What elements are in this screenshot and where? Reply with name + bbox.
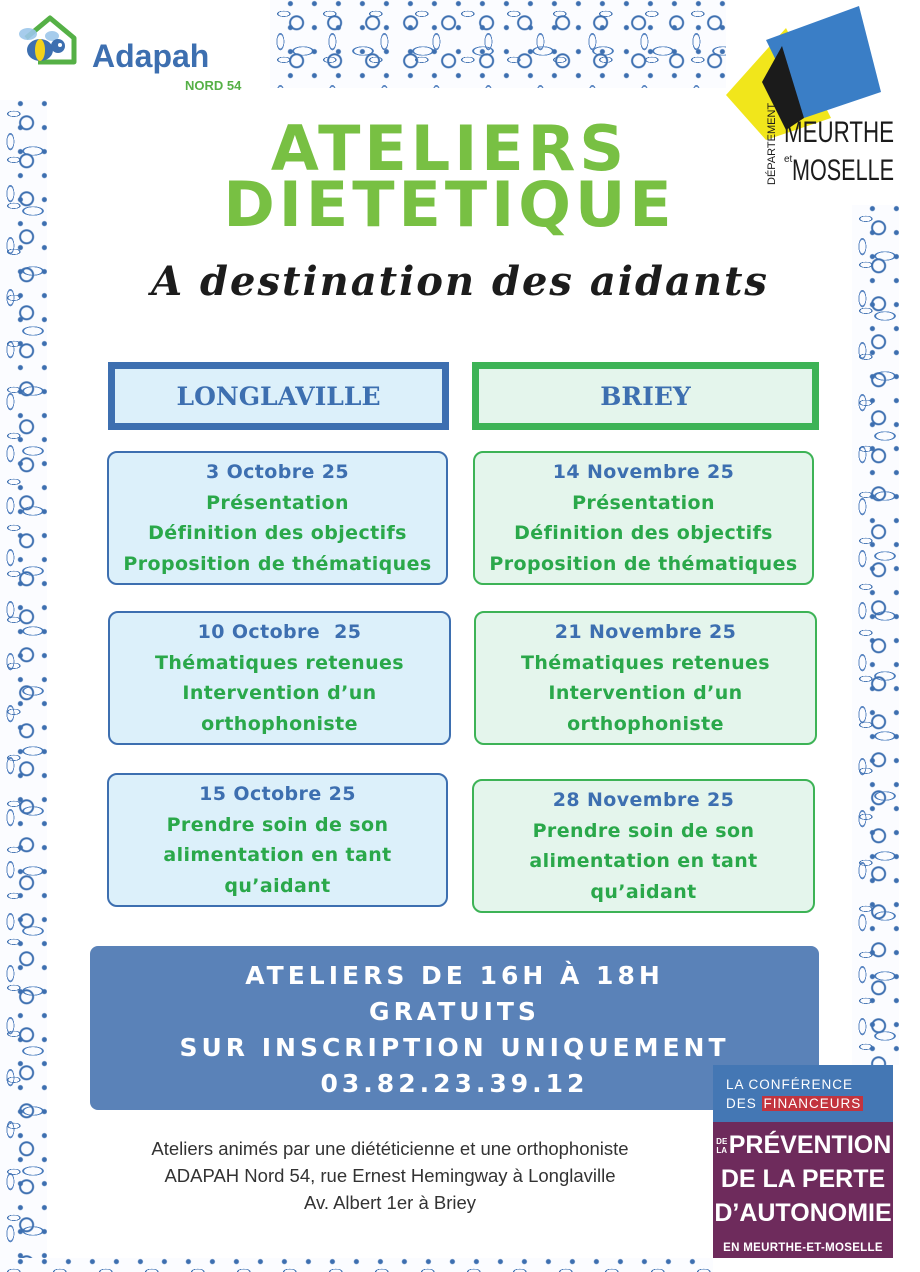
session-topic: Proposition de thématiques: [123, 552, 432, 575]
session-topic: Intervention d’un: [548, 682, 743, 704]
location-header-briey: BRIEY: [472, 362, 819, 430]
session-date: 15 Octobre 25: [199, 783, 356, 805]
session-topic: orthophoniste: [201, 712, 358, 735]
department-name-1: MEURTHE: [784, 116, 894, 149]
session-topic: Présentation: [572, 491, 715, 514]
session-topic: Définition des objectifs: [148, 522, 407, 544]
session-topic: Intervention d’un: [182, 682, 377, 704]
session-topic: Prendre soin de son: [532, 819, 755, 842]
house-bee-icon: [20, 12, 76, 68]
footer-line-2: ADAPAH Nord 54, rue Ernest Hemingway à Longlaville: [164, 1165, 616, 1186]
title-line-2: DIETETIQUE: [223, 168, 676, 241]
session-date: 3 Octobre 25: [205, 461, 350, 483]
session-card: [472, 779, 815, 913]
adapah-logo: [0, 0, 270, 100]
session-topic: Proposition de thématiques: [489, 552, 798, 575]
session-topic: Thématiques retenues: [521, 651, 770, 674]
funders-highlight: FINANCEURS: [763, 1096, 862, 1111]
funders-de-la: DE LA: [716, 1137, 728, 1156]
department-name-2: MOSELLE: [792, 154, 894, 187]
floral-pattern-top: [270, 0, 726, 88]
session-topic: Présentation: [206, 491, 349, 514]
funders-line-2: DES FINANCEURS: [726, 1096, 862, 1111]
location-header-longlaville: LONGLAVILLE: [108, 362, 449, 430]
subtitle: A destination des aidants: [151, 258, 769, 305]
department-et: et: [784, 154, 793, 165]
funders-logo-bottom: [713, 1122, 893, 1258]
session-topic: Définition des objectifs: [514, 522, 773, 544]
session-topic: alimentation en tant: [163, 844, 392, 866]
session-topic: Thématiques retenues: [155, 651, 404, 674]
floral-pattern-right: [852, 205, 899, 1065]
banner-registration: SUR INSCRIPTION UNIQUEMENT: [179, 1033, 730, 1062]
department-prefix: DÉPARTEMENT: [766, 102, 778, 185]
session-date: 14 Novembre 25: [552, 461, 735, 483]
floral-pattern-bottom: [0, 1258, 713, 1272]
session-topic: orthophoniste: [567, 712, 724, 735]
funders-line-3: DE LAPRÉVENTION: [716, 1131, 892, 1159]
org-name: Adapah: [92, 38, 210, 74]
funders-region: EN MEURTHE-ET-MOSELLE: [723, 1242, 883, 1254]
footer-info: [90, 1135, 690, 1216]
funders-line-5: D’AUTONOMIE: [714, 1199, 892, 1227]
banner-hours: ATELIERS DE 16H À 18H: [245, 961, 664, 990]
session-card: [474, 611, 817, 745]
session-date: 21 Novembre 25: [554, 621, 737, 643]
session-card: [107, 451, 448, 585]
session-date: 28 Novembre 25: [552, 789, 735, 811]
footer-line-1: Ateliers animés par une diététicienne et une orthophoniste: [151, 1138, 629, 1159]
banner-free: GRATUITS: [369, 997, 540, 1026]
session-topic: Prendre soin de son: [166, 813, 389, 836]
session-card: [107, 773, 448, 907]
funders-line-1: LA CONFÉRENCE: [726, 1077, 854, 1092]
banner-phone: 03.82.23.39.12: [320, 1069, 589, 1098]
session-topic: alimentation en tant: [529, 850, 758, 872]
title-line-1: ATELIERS: [270, 112, 629, 185]
session-topic: qu’aidant: [590, 880, 697, 903]
funders-logo-top: [713, 1065, 893, 1122]
session-topic: qu’aidant: [224, 874, 331, 897]
session-date: 10 Octobre 25: [197, 621, 362, 643]
info-banner: [90, 946, 819, 1110]
session-card: [108, 611, 451, 745]
org-subname: NORD 54: [185, 78, 242, 93]
funders-line-4: DE LA PERTE: [720, 1165, 886, 1193]
footer-line-3: Av. Albert 1er à Briey: [303, 1192, 477, 1213]
session-card: [473, 451, 814, 585]
